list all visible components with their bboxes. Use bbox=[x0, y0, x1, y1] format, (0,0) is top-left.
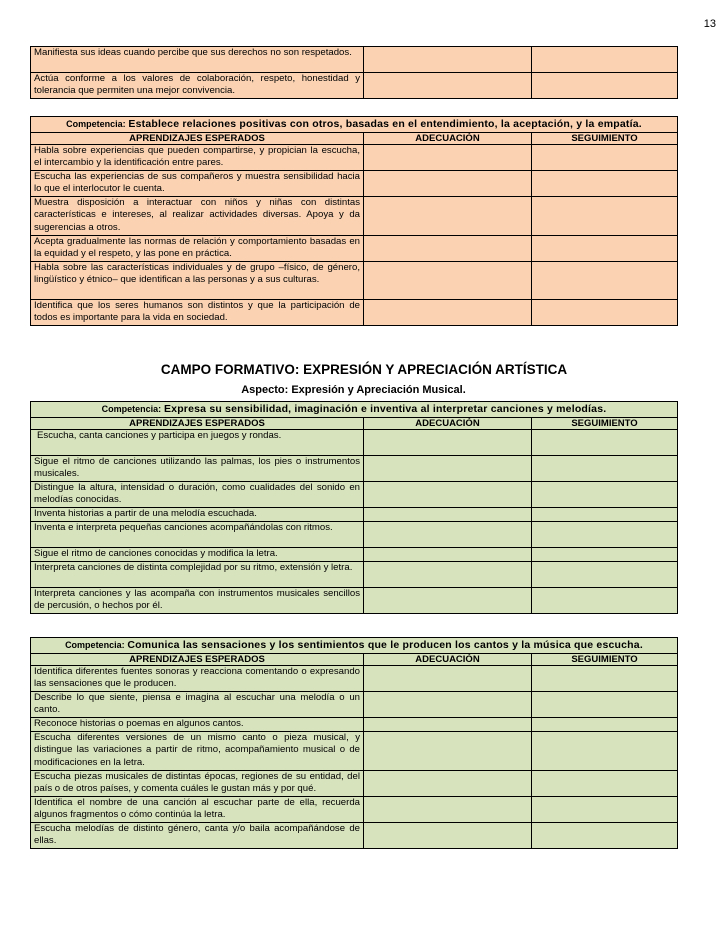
table-row bbox=[31, 197, 678, 236]
table-row bbox=[31, 522, 678, 548]
table-row bbox=[31, 797, 678, 823]
adecuacion-cell[interactable] bbox=[364, 562, 532, 588]
seguimiento-cell[interactable] bbox=[532, 508, 678, 522]
aprendizaje-cell: Actúa conforme a los valores de colaboración, respeto, honestidad y tolerancia que permiten una mejor convivencia. bbox=[31, 73, 364, 99]
aprendizaje-cell: Escucha melodías de distinto género, canta y/o baila acompañándose de ellas. bbox=[31, 823, 364, 849]
table-row bbox=[31, 171, 678, 197]
adecuacion-cell[interactable] bbox=[364, 73, 532, 99]
aspecto-title: Aspecto: Expresión y Apreciación Musical. bbox=[241, 384, 466, 396]
adecuacion-cell[interactable] bbox=[364, 145, 532, 171]
header-adecuacion: ADECUACIÓN bbox=[364, 418, 532, 430]
competencia-cell bbox=[31, 638, 678, 654]
table-row bbox=[31, 482, 678, 508]
table-row bbox=[31, 718, 678, 732]
aprendizaje-cell: Sigue el ritmo de canciones utilizando las palmas, los pies o instrumentos musicales. bbox=[31, 456, 364, 482]
seguimiento-cell[interactable] bbox=[532, 145, 678, 171]
competencia-row bbox=[31, 638, 678, 654]
table-row bbox=[31, 145, 678, 171]
adecuacion-cell[interactable] bbox=[364, 47, 532, 73]
adecuacion-cell[interactable] bbox=[364, 300, 532, 326]
campo-formativo-title: CAMPO FORMATIVO: EXPRESIÓN Y APRECIACIÓN ARTÍSTICA bbox=[160, 362, 568, 377]
header-row bbox=[31, 133, 678, 145]
aprendizaje-cell: Sigue el ritmo de canciones conocidas y modifica la letra. bbox=[31, 548, 364, 562]
aprendizaje-cell: Reconoce historias o poemas en algunos cantos. bbox=[31, 718, 364, 732]
header-seguimiento: SEGUIMIENTO bbox=[532, 654, 678, 666]
header-seguimiento: SEGUIMIENTO bbox=[532, 418, 678, 430]
seguimiento-cell[interactable] bbox=[532, 456, 678, 482]
aprendizaje-cell: Identifica diferentes fuentes sonoras y reacciona comentando o expresando las sensaciones que le producen. bbox=[31, 666, 364, 692]
table-row bbox=[31, 430, 678, 456]
adecuacion-cell[interactable] bbox=[364, 456, 532, 482]
aprendizaje-cell: Muestra disposición a interactuar con niños y niñas con distintas características e intereses, al realizar actividades diversas. Apoya y da sugerencias a otros. bbox=[31, 197, 364, 236]
aprendizaje-cell: Escucha, canta canciones y participa en juegos y rondas. bbox=[31, 430, 364, 456]
seguimiento-cell[interactable] bbox=[532, 732, 678, 771]
aprendizaje-cell: Escucha piezas musicales de distintas épocas, regiones de su entidad, del país o de otros países, y comenta cuáles le gustan más y por qué. bbox=[31, 771, 364, 797]
aprendizaje-cell: Escucha las experiencias de sus compañeros y muestra sensibilidad hacia lo que el interlocutor le cuenta. bbox=[31, 171, 364, 197]
competencia-label: Competencia: bbox=[65, 640, 125, 650]
seguimiento-cell[interactable] bbox=[532, 171, 678, 197]
table-row bbox=[31, 771, 678, 797]
table-row bbox=[31, 562, 678, 588]
aprendizaje-cell: Inventa e interpreta pequeñas canciones acompañándolas con ritmos. bbox=[31, 522, 364, 548]
header-adecuacion: ADECUACIÓN bbox=[364, 654, 532, 666]
header-aprendizajes: APRENDIZAJES ESPERADOS bbox=[31, 654, 364, 666]
seguimiento-cell[interactable] bbox=[532, 522, 678, 548]
seguimiento-cell[interactable] bbox=[532, 771, 678, 797]
adecuacion-cell[interactable] bbox=[364, 718, 532, 732]
aprendizaje-cell: Habla sobre experiencias que pueden compartirse, y propician la escucha, el intercambio y la identificación entre pares. bbox=[31, 145, 364, 171]
aprendizaje-cell: Acepta gradualmente las normas de relación y comportamiento basadas en la equidad y el respeto, y las pone en práctica. bbox=[31, 236, 364, 262]
seguimiento-cell[interactable] bbox=[532, 197, 678, 236]
table-row bbox=[31, 692, 678, 718]
seguimiento-cell[interactable] bbox=[532, 548, 678, 562]
seguimiento-cell[interactable] bbox=[532, 236, 678, 262]
relaciones-positivas-table bbox=[30, 116, 678, 326]
adecuacion-cell[interactable] bbox=[364, 197, 532, 236]
adecuacion-cell[interactable] bbox=[364, 522, 532, 548]
competencia-cell bbox=[31, 117, 678, 133]
behavior-table-continued bbox=[30, 46, 678, 99]
seguimiento-cell[interactable] bbox=[532, 430, 678, 456]
table-row bbox=[31, 73, 678, 99]
adecuacion-cell[interactable] bbox=[364, 262, 532, 300]
table-row bbox=[31, 588, 678, 614]
table-row bbox=[31, 300, 678, 326]
competencia-label: Competencia: bbox=[66, 119, 126, 129]
aprendizaje-cell: Interpreta canciones de distinta complejidad por su ritmo, extensión y letra. bbox=[31, 562, 364, 588]
table-row bbox=[31, 47, 678, 73]
table-row bbox=[31, 262, 678, 300]
competencia-row bbox=[31, 117, 678, 133]
seguimiento-cell[interactable] bbox=[532, 262, 678, 300]
adecuacion-cell[interactable] bbox=[364, 666, 532, 692]
table-row bbox=[31, 508, 678, 522]
adecuacion-cell[interactable] bbox=[364, 171, 532, 197]
adecuacion-cell[interactable] bbox=[364, 732, 532, 771]
seguimiento-cell[interactable] bbox=[532, 562, 678, 588]
table-row bbox=[31, 732, 678, 771]
adecuacion-cell[interactable] bbox=[364, 430, 532, 456]
adecuacion-cell[interactable] bbox=[364, 548, 532, 562]
aprendizaje-cell: Manifiesta sus ideas cuando percibe que sus derechos no son respetados. bbox=[31, 47, 364, 73]
adecuacion-cell[interactable] bbox=[364, 823, 532, 849]
table-row bbox=[31, 456, 678, 482]
seguimiento-cell[interactable] bbox=[532, 797, 678, 823]
header-adecuacion: ADECUACIÓN bbox=[364, 133, 532, 145]
adecuacion-cell[interactable] bbox=[364, 482, 532, 508]
competencia-text: Establece relaciones positivas con otros, basadas en el entendimiento, la aceptación, y la empatía. bbox=[128, 118, 642, 130]
header-aprendizajes: APRENDIZAJES ESPERADOS bbox=[31, 133, 364, 145]
seguimiento-cell[interactable] bbox=[532, 692, 678, 718]
header-row bbox=[31, 654, 678, 666]
sensaciones-musica-table bbox=[30, 637, 678, 849]
seguimiento-cell[interactable] bbox=[532, 823, 678, 849]
aprendizaje-cell: Habla sobre las características individuales y de grupo –físico, de género, lingüístico y étnico– que identifican a las personas y a sus culturas. bbox=[31, 262, 364, 300]
header-seguimiento: SEGUIMIENTO bbox=[532, 133, 678, 145]
adecuacion-cell[interactable] bbox=[364, 692, 532, 718]
table-row bbox=[31, 236, 678, 262]
aprendizaje-cell: Identifica que los seres humanos son distintos y que la participación de todos es importante para la vida en sociedad. bbox=[31, 300, 364, 326]
header-row bbox=[31, 418, 678, 430]
competencia-text: Expresa su sensibilidad, imaginación e inventiva al interpretar canciones y melodías. bbox=[163, 403, 607, 415]
competencia-text: Comunica las sensaciones y los sentimientos que le producen los cantos y la música que escucha. bbox=[127, 639, 643, 651]
seguimiento-cell[interactable] bbox=[532, 718, 678, 732]
table-row bbox=[31, 548, 678, 562]
aprendizaje-cell: Escucha diferentes versiones de un mismo canto o pieza musical, y distingue las variaciones a partir de ritmo, acompañamiento musical o de modificaciones en la letra. bbox=[31, 732, 364, 771]
aprendizaje-cell: Identifica el nombre de una canción al escuchar parte de ella, recuerda algunos fragmentos o cómo continúa la letra. bbox=[31, 797, 364, 823]
aprendizaje-cell: Distingue la altura, intensidad o duración, como cualidades del sonido en melodías conocidas. bbox=[31, 482, 364, 508]
adecuacion-cell[interactable] bbox=[364, 588, 532, 614]
expresion-musical-table bbox=[30, 401, 678, 614]
seguimiento-cell[interactable] bbox=[532, 666, 678, 692]
adecuacion-cell[interactable] bbox=[364, 771, 532, 797]
aprendizaje-cell: Describe lo que siente, piensa e imagina al escuchar una melodía o un canto. bbox=[31, 692, 364, 718]
page-number: 13 bbox=[703, 18, 716, 30]
table-row bbox=[31, 823, 678, 849]
competencia-row bbox=[31, 402, 678, 418]
seguimiento-cell[interactable] bbox=[532, 47, 678, 73]
adecuacion-cell[interactable] bbox=[364, 797, 532, 823]
header-aprendizajes: APRENDIZAJES ESPERADOS bbox=[31, 418, 364, 430]
table-row bbox=[31, 666, 678, 692]
seguimiento-cell[interactable] bbox=[532, 482, 678, 508]
aprendizaje-cell: Interpreta canciones y las acompaña con instrumentos musicales sencillos de percusión, o hechos por él. bbox=[31, 588, 364, 614]
adecuacion-cell[interactable] bbox=[364, 508, 532, 522]
competencia-cell bbox=[31, 402, 678, 418]
adecuacion-cell[interactable] bbox=[364, 236, 532, 262]
seguimiento-cell[interactable] bbox=[532, 300, 678, 326]
aprendizaje-cell: Inventa historias a partir de una melodía escuchada. bbox=[31, 508, 364, 522]
seguimiento-cell[interactable] bbox=[532, 73, 678, 99]
seguimiento-cell[interactable] bbox=[532, 588, 678, 614]
competencia-label: Competencia: bbox=[101, 404, 162, 414]
